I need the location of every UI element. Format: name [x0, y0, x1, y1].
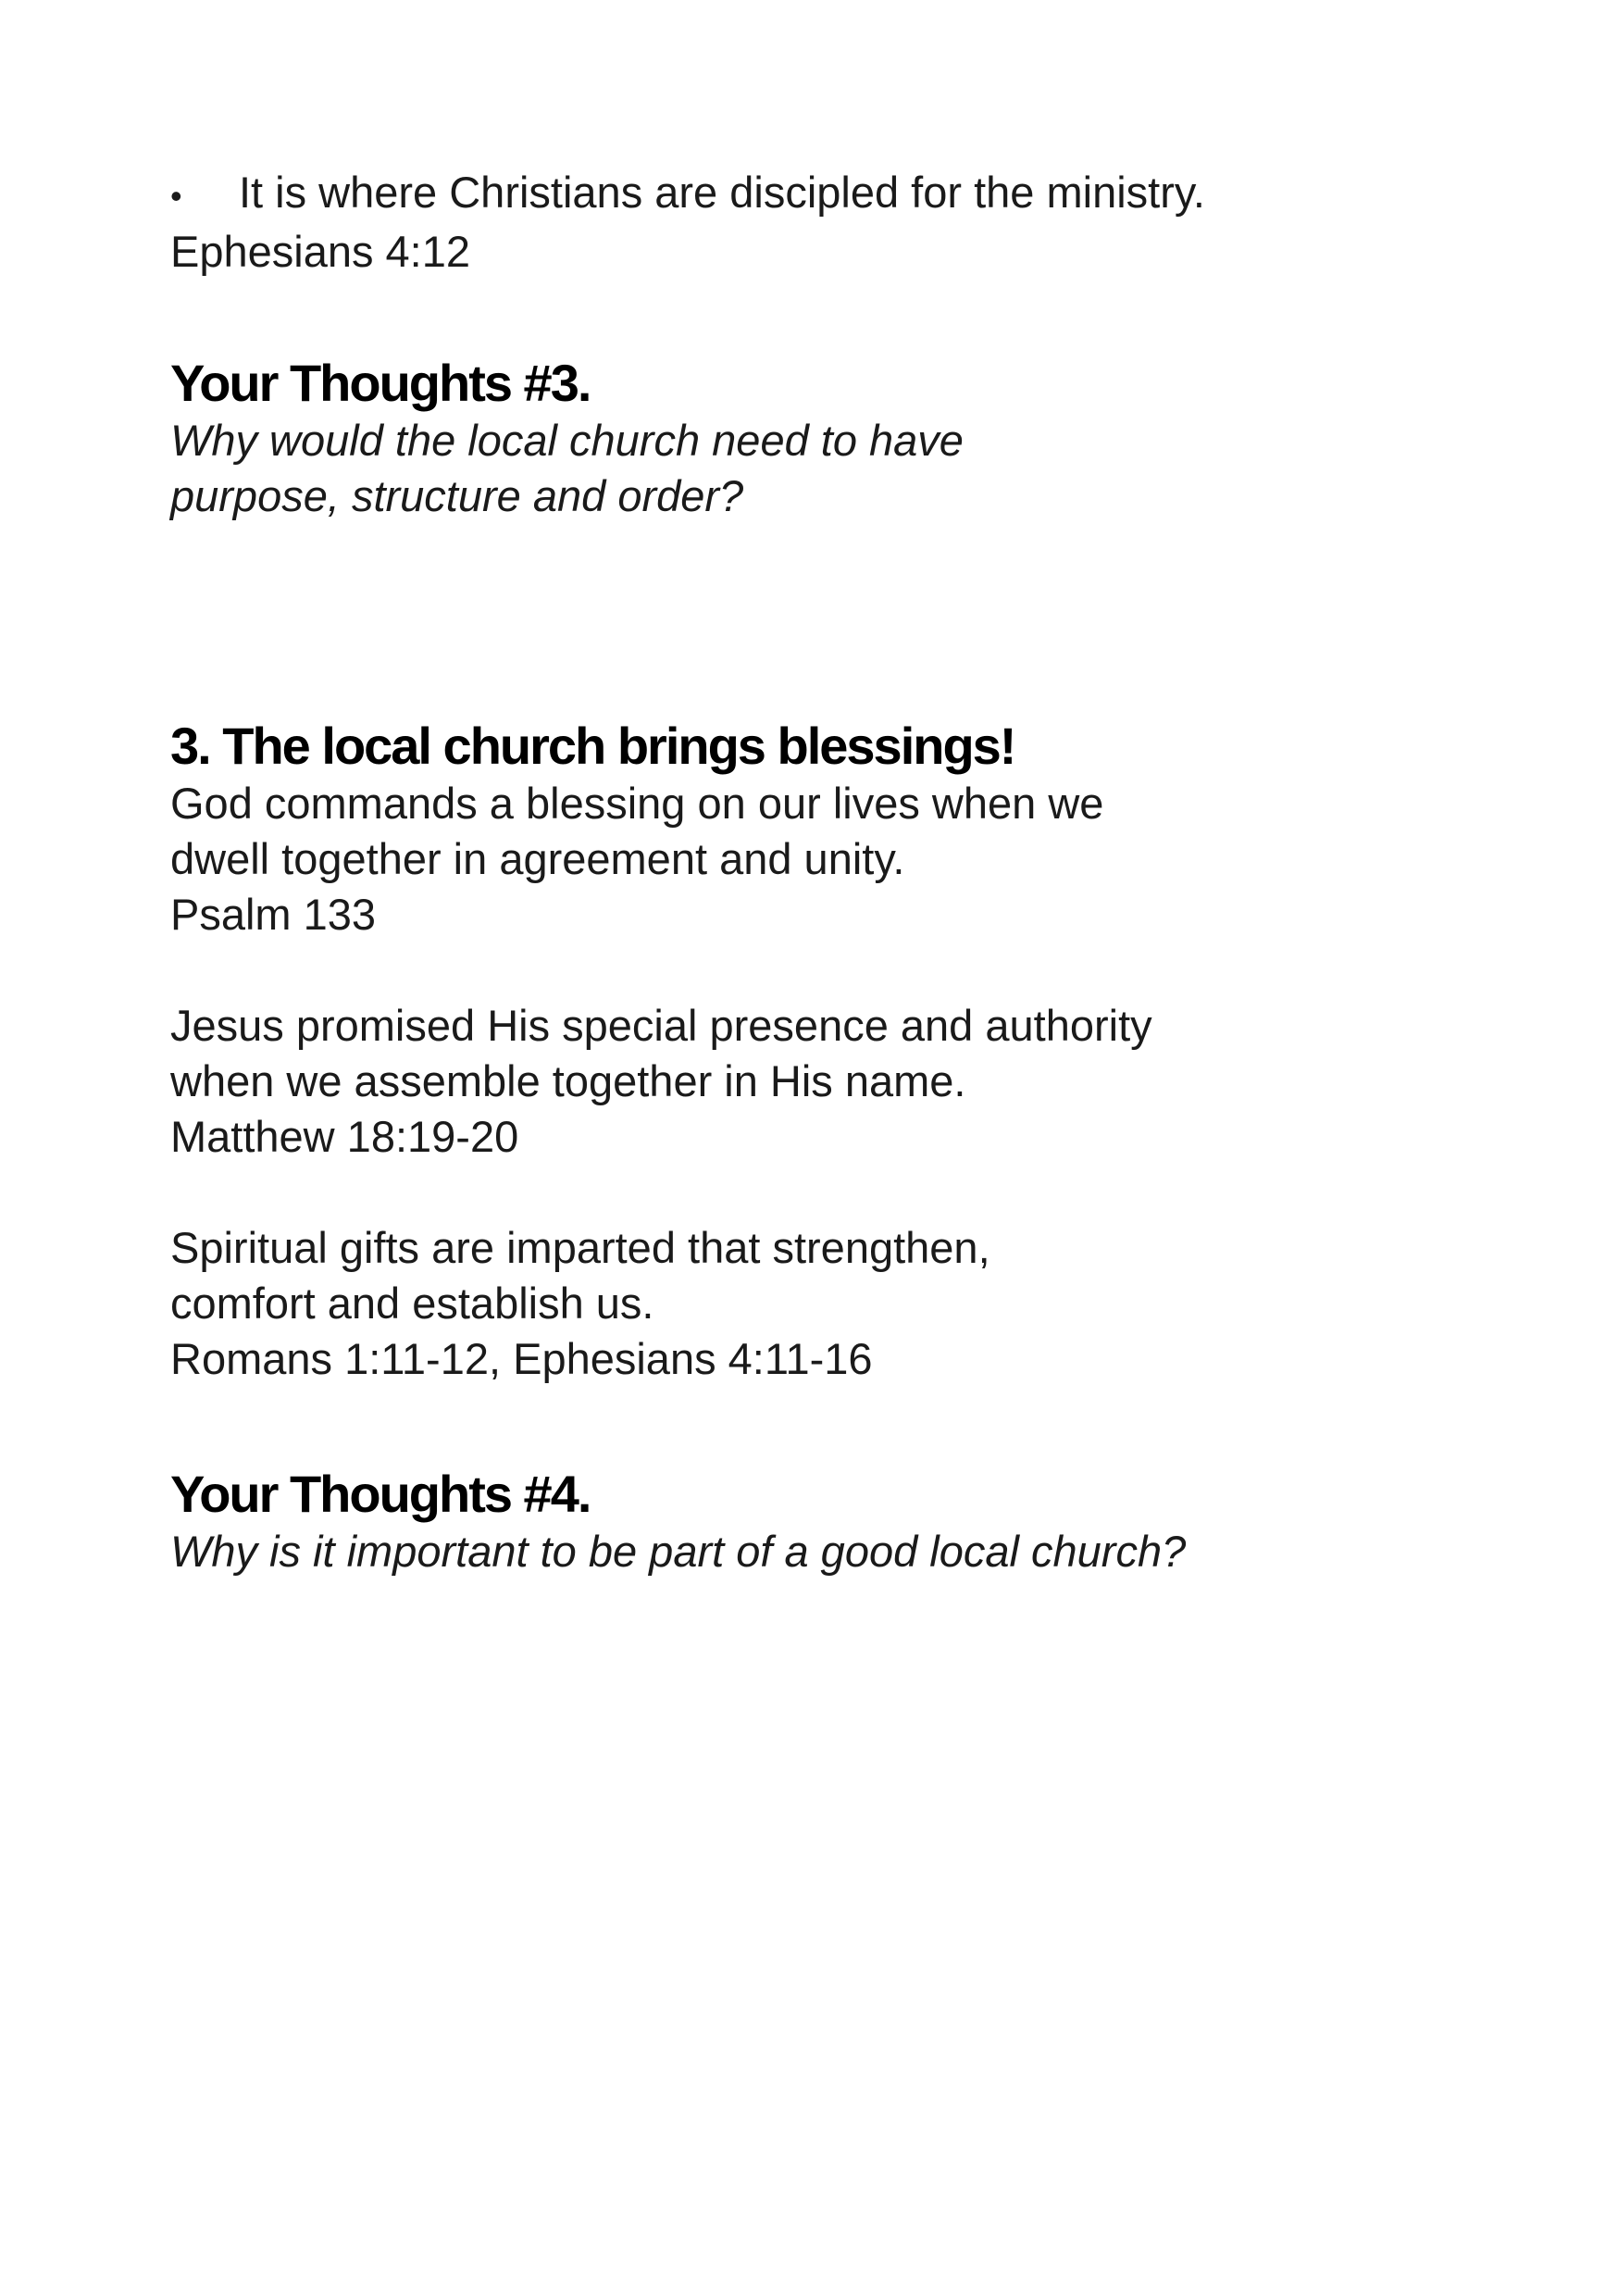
thoughts-4-section	[170, 1465, 1466, 1579]
thoughts-3-question-line2: purpose, structure and order?	[170, 471, 744, 520]
section-3-paragraph-2	[170, 998, 1466, 1165]
paragraph-3-line2: comfort and establish us.	[170, 1279, 654, 1328]
section-3-title: 3. The local church brings blessings!	[170, 717, 1015, 775]
paragraph-2-line1: Jesus promised His special presence and authority	[170, 1001, 1152, 1050]
document-page	[170, 165, 1466, 1579]
thoughts-3-title: Your Thoughts #3.	[170, 354, 591, 412]
bullet-text: It is where Christians are discipled for the ministry.	[239, 168, 1205, 217]
paragraph-2-reference: Matthew 18:19-20	[170, 1112, 519, 1161]
bullet-reference: Ephesians 4:12	[170, 227, 471, 276]
thoughts-3-section	[170, 354, 1466, 524]
bullet-line	[170, 165, 1466, 224]
bullet-symbol: •	[170, 177, 182, 215]
paragraph-3-line1: Spiritual gifts are imparted that strengthen,	[170, 1223, 990, 1272]
section-3	[170, 717, 1466, 1387]
thoughts-4-title: Your Thoughts #4.	[170, 1465, 591, 1523]
paragraph-2-line2: when we assemble together in His name.	[170, 1056, 966, 1105]
section-3-paragraph-3	[170, 1220, 1466, 1387]
paragraph-1-line2: dwell together in agreement and unity.	[170, 834, 905, 883]
paragraph-1-line1: God commands a blessing on our lives when we	[170, 779, 1104, 828]
paragraph-1-reference: Psalm 133	[170, 890, 377, 939]
bullet-item	[170, 165, 1466, 280]
section-3-paragraph-1	[170, 776, 1466, 942]
paragraph-3-reference: Romans 1:11-12, Ephesians 4:11-16	[170, 1334, 873, 1383]
thoughts-4-question: Why is it important to be part of a good local church?	[170, 1527, 1187, 1576]
thoughts-3-question-line1: Why would the local church need to have	[170, 416, 964, 465]
